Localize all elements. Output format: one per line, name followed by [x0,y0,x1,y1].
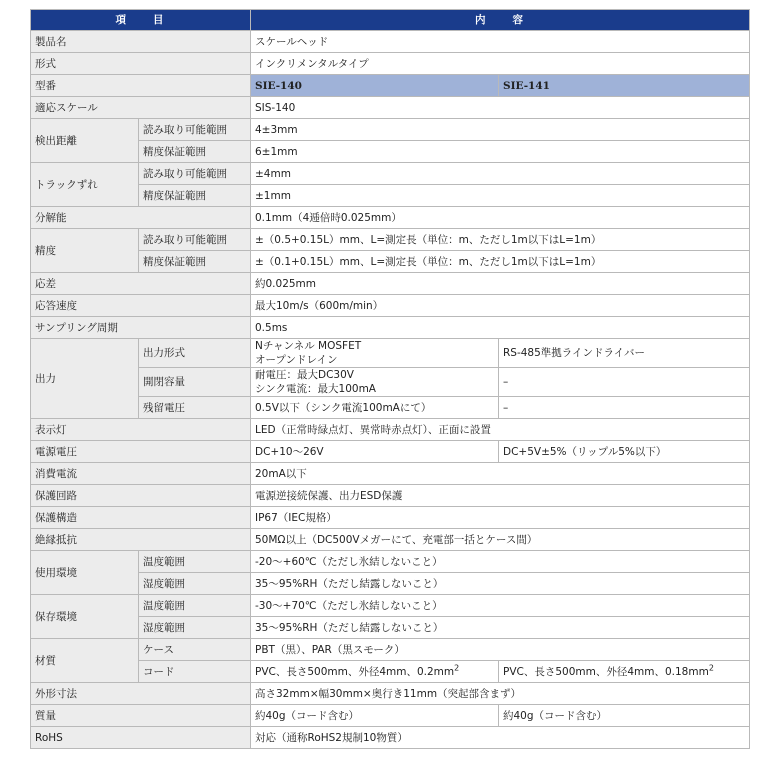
row-label: 応差 [31,273,251,295]
row-label: 分解能 [31,207,251,229]
superscript: 2 [708,663,714,672]
table-row [31,683,750,705]
row-value: -30～+70℃（ただし氷結しないこと） [251,595,750,617]
table-row [31,273,750,295]
row-value [251,339,499,368]
row-sublabel: 読み取り可能範囲 [139,163,251,185]
spec-table [30,9,750,749]
row-value [251,661,499,683]
row-value: 6±1mm [251,141,750,163]
row-value: 35～95%RH（ただし結露しないこと） [251,573,750,595]
table-row [31,53,750,75]
table-row [31,207,750,229]
model-sie-140: SIE-140 [251,75,499,97]
row-label: 外形寸法 [31,683,251,705]
value-line: シンク電流：最大100mA [255,383,376,395]
row-value: 約40g（コード含む） [499,705,750,727]
value-line: Nチャンネル MOSFET [255,340,362,352]
table-row [31,485,750,507]
table-row [31,75,750,97]
row-value: ±1mm [251,185,750,207]
table-row [31,163,750,185]
row-value: 20mA以下 [251,463,750,485]
row-label: サンプリング周期 [31,317,251,339]
table-row [31,317,750,339]
row-sublabel: 精度保証範囲 [139,185,251,207]
superscript: 2 [454,663,460,672]
row-value: ±4mm [251,163,750,185]
row-sublabel: ケース [139,639,251,661]
row-sublabel: 温度範囲 [139,595,251,617]
row-sublabel: 湿度範囲 [139,573,251,595]
row-sublabel: 温度範囲 [139,551,251,573]
value-line: 耐電圧：最大DC30V [255,369,354,381]
table-row [31,229,750,251]
row-label: 保護回路 [31,485,251,507]
model-sie-141: SIE-141 [499,75,750,97]
value-line: オープンドレイン [255,354,338,366]
row-sublabel: コード [139,661,251,683]
row-value: -20～+60℃（ただし氷結しないこと） [251,551,750,573]
row-value [251,368,499,397]
row-value: DC+5V±5%（リップル5%以下） [499,441,750,463]
row-value: ±（0.5+0.15L）mm、L=測定長（単位：m、ただし1m以下はL=1m） [251,229,750,251]
table-row [31,507,750,529]
row-label: 材質 [31,639,139,683]
row-value: – [499,368,750,397]
row-value: RS-485準拠ラインドライバー [499,339,750,368]
row-label: 質量 [31,705,251,727]
table-row [31,251,750,273]
row-value: 約0.025mm [251,273,750,295]
table-row [31,185,750,207]
row-value: 対応（通称RoHS2規制10物質） [251,727,750,749]
row-label: 精度 [31,229,139,273]
row-sublabel: 出力形式 [139,339,251,368]
table-row [31,31,750,53]
table-row [31,119,750,141]
value-text: PVC、長さ500mm、外径4mm、0.18mm [503,665,709,678]
row-label: 表示灯 [31,419,251,441]
row-value: スケールヘッド [251,31,750,53]
row-value: 高さ32mm×幅30mm×奥行き11mm（突起部含まず） [251,683,750,705]
table-row [31,595,750,617]
row-label: 保護構造 [31,507,251,529]
table-row [31,551,750,573]
table-row [31,97,750,119]
row-value: PBT（黒）、PAR（黒スモーク） [251,639,750,661]
row-label: 応答速度 [31,295,251,317]
header-content: 内 容 [251,10,750,31]
row-sublabel: 読み取り可能範囲 [139,229,251,251]
table-row [31,727,750,749]
row-label: トラックずれ [31,163,139,207]
row-value: 約40g（コード含む） [251,705,499,727]
header-item: 項 目 [31,10,251,31]
row-value: SIS-140 [251,97,750,119]
row-label: 型番 [31,75,251,97]
row-label: 出力 [31,339,139,419]
row-label: 電源電圧 [31,441,251,463]
row-label: 製品名 [31,31,251,53]
row-value: LED（正常時緑点灯、異常時赤点灯）、正面に設置 [251,419,750,441]
table-row [31,639,750,661]
table-row [31,368,750,397]
row-value: 4±3mm [251,119,750,141]
table-row [31,529,750,551]
row-sublabel: 残留電圧 [139,397,251,419]
table-row [31,397,750,419]
table-row [31,441,750,463]
row-value: 0.1mm（4逓倍時0.025mm） [251,207,750,229]
row-value: 電源逆接続保護、出力ESD保護 [251,485,750,507]
row-sublabel: 開閉容量 [139,368,251,397]
row-label: 保存環境 [31,595,139,639]
row-sublabel: 湿度範囲 [139,617,251,639]
row-value: 0.5ms [251,317,750,339]
row-sublabel: 精度保証範囲 [139,141,251,163]
table-row [31,419,750,441]
row-value: ±（0.1+0.15L）mm、L=測定長（単位：m、ただし1m以下はL=1m） [251,251,750,273]
row-value [499,661,750,683]
table-row [31,141,750,163]
row-label: 使用環境 [31,551,139,595]
value-text: PVC、長さ500mm、外径4mm、0.2mm [255,665,455,678]
row-value: 0.5V以下（シンク電流100mAにて） [251,397,499,419]
row-label: 絶縁抵抗 [31,529,251,551]
row-label: RoHS [31,727,251,749]
table-row [31,463,750,485]
row-value: 35～95%RH（ただし結露しないこと） [251,617,750,639]
row-value: 最大10m/s（600m/min） [251,295,750,317]
row-value: DC+10～26V [251,441,499,463]
table-row [31,617,750,639]
row-label: 形式 [31,53,251,75]
row-label: 適応スケール [31,97,251,119]
table-row [31,705,750,727]
table-row [31,573,750,595]
spec-table-container [30,9,750,749]
table-header [31,10,750,31]
row-value: 50MΩ以上（DC500Vメガーにて、充電部一括とケース間） [251,529,750,551]
row-value: – [499,397,750,419]
table-row [31,295,750,317]
row-value: インクリメンタルタイプ [251,53,750,75]
table-row [31,339,750,368]
row-value: IP67（IEC規格） [251,507,750,529]
row-label: 消費電流 [31,463,251,485]
table-row [31,661,750,683]
row-sublabel: 読み取り可能範囲 [139,119,251,141]
row-sublabel: 精度保証範囲 [139,251,251,273]
row-label: 検出距離 [31,119,139,163]
